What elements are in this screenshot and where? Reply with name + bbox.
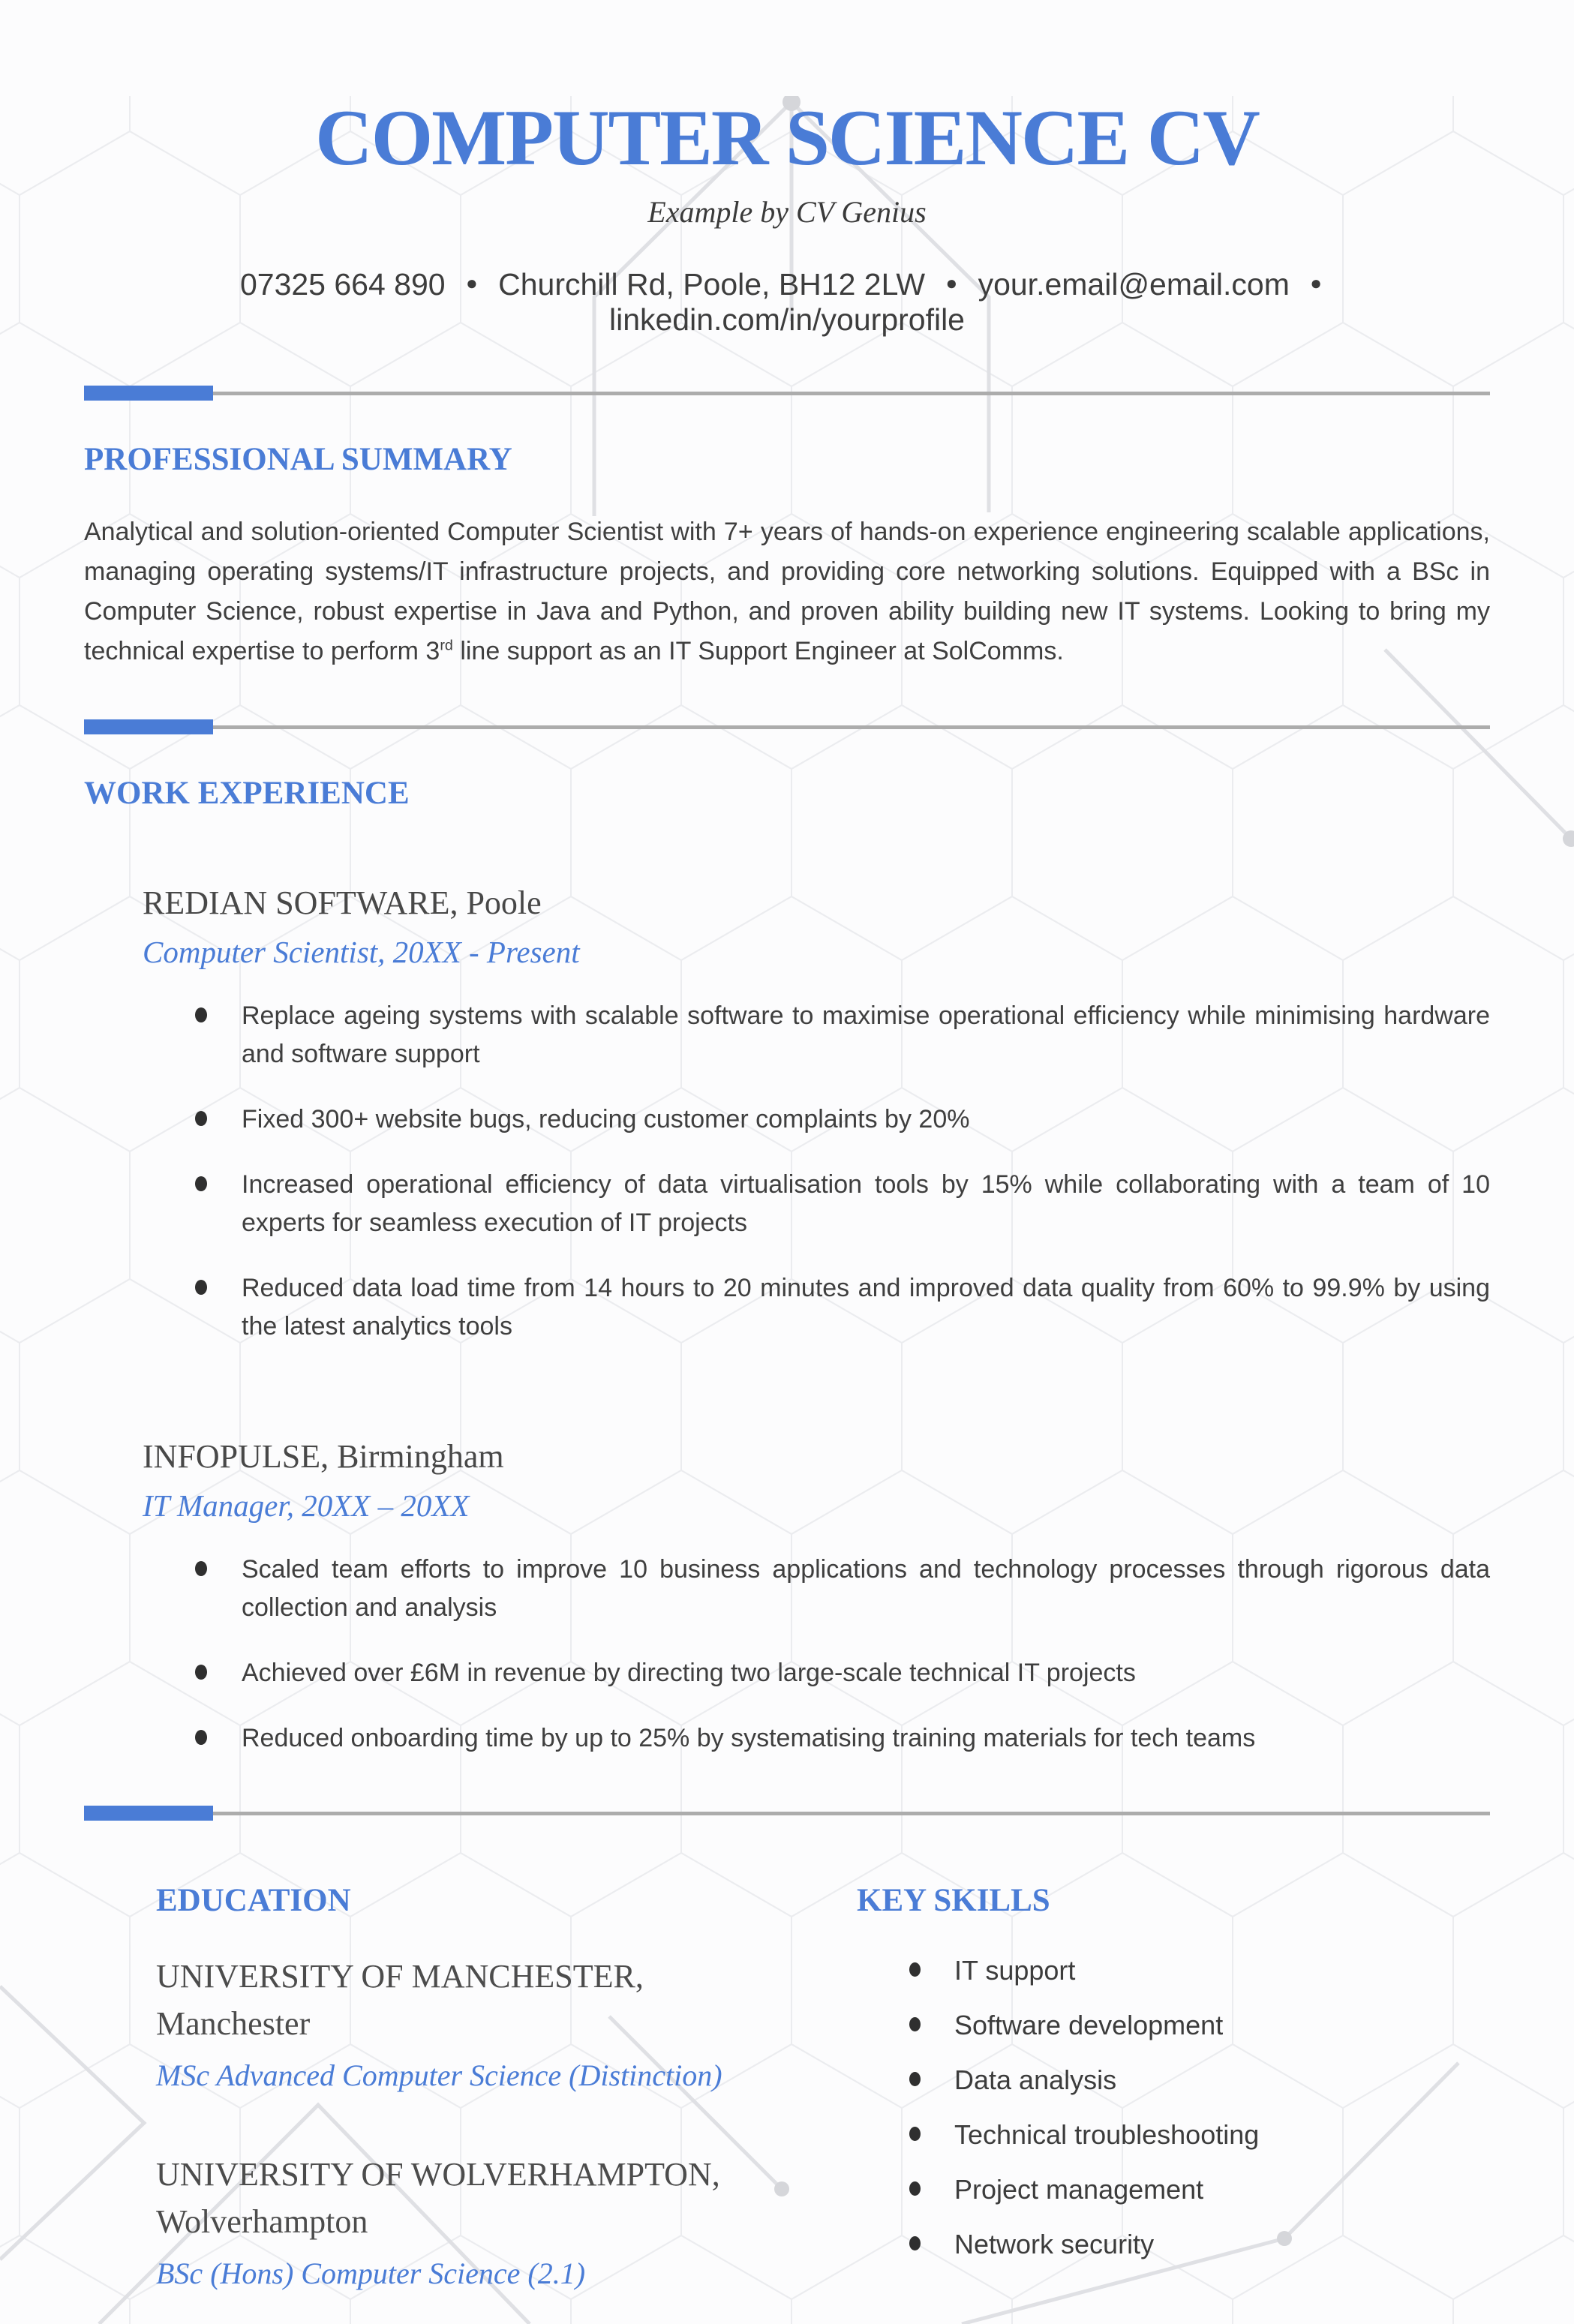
contact-email: your.email@email.com (978, 267, 1290, 302)
job-bullet: Increased operational efficiency of data virtualisation tools by 15% while collaborating with a team of 10 experts for seamless execution of IT projects (242, 1166, 1490, 1242)
section-divider (84, 719, 1490, 734)
contact-line (84, 267, 1490, 338)
skill-item: Project management (954, 2174, 1490, 2205)
key-skills-section (843, 1882, 1490, 2291)
subtitle: Example by CV Genius (647, 195, 927, 230)
divider-accent (84, 719, 213, 734)
skill-item: Data analysis (954, 2064, 1490, 2096)
divider-line (84, 392, 1490, 395)
divider-line (84, 1812, 1490, 1815)
contact-phone: 07325 664 890 (239, 267, 446, 302)
summary-text-part2: line support as an IT Support Engineer at SolComms. (452, 637, 1064, 666)
education-degree: MSc Advanced Computer Science (Distinction) (156, 2058, 722, 2093)
education-entry (156, 2151, 843, 2291)
job-title: IT Manager, 20XX – 20XX (143, 1488, 470, 1524)
job-bullet: Reduced onboarding time by up to 25% by systematising training materials for tech teams (242, 1719, 1490, 1758)
school-name: UNIVERSITY OF MANCHESTER, (156, 1958, 644, 1995)
section-heading-skills: KEY SKILLS (857, 1883, 1050, 1919)
divider-accent (84, 1806, 213, 1821)
section-heading-education: EDUCATION (156, 1883, 351, 1919)
skills-list (857, 1955, 1490, 2260)
job-company: INFOPULSE, Birmingham (143, 1438, 504, 1476)
bullet-separator-icon: ● (465, 271, 478, 294)
divider-line (84, 725, 1490, 729)
section-heading-summary: PROFESSIONAL SUMMARY (84, 442, 512, 478)
education-school (156, 2151, 843, 2245)
summary-superscript: rd (440, 638, 453, 655)
school-city: Manchester (156, 2004, 311, 2042)
bullet-separator-icon: ● (1310, 271, 1323, 294)
job-bullet-list (84, 997, 1490, 1346)
skill-item: IT support (954, 1955, 1490, 1986)
skill-item: Network security (954, 2229, 1490, 2260)
section-divider (84, 386, 1490, 401)
summary-text-part1: Analytical and solution-oriented Computer Scientist with 7+ years of hands-on experience engineering scalable applications, managing operating systems/IT infrastructure projects, and providing core networking solutions. Equipped with a BSc in Computer Science, robust expertise in Java and Python, and proven ability building new IT systems. Looking to bring my technical expertise to perform 3 (84, 518, 1490, 666)
job-bullet: Scaled team efforts to improve 10 business applications and technology processes through rigorous data collection and analysis (242, 1551, 1490, 1627)
job-entry (84, 1437, 1490, 1758)
contact-linkedin: linkedin.com/in/yourprofile (608, 302, 965, 338)
job-bullet: Replace ageing systems with scalable software to maximise operational efficiency while minimising hardware and software support (242, 997, 1490, 1073)
page-title: COMPUTER SCIENCE CV (315, 94, 1259, 182)
skill-item: Technical troubleshooting (954, 2119, 1490, 2151)
bullet-separator-icon: ● (945, 271, 958, 294)
section-heading-work: WORK EXPERIENCE (84, 776, 410, 812)
cv-page (0, 96, 1574, 2324)
job-title: Computer Scientist, 20XX - Present (143, 935, 580, 970)
school-name: UNIVERSITY OF WOLVERHAMPTON, (156, 2156, 720, 2193)
contact-address: Churchill Rd, Poole, BH12 2LW (498, 267, 926, 302)
school-city: Wolverhampton (156, 2202, 368, 2240)
education-entry (156, 1953, 843, 2093)
job-bullet: Achieved over £6M in revenue by directing two large-scale technical IT projects (242, 1654, 1490, 1692)
job-company: REDIAN SOFTWARE, Poole (143, 884, 542, 922)
education-school (156, 1953, 843, 2047)
education-section (84, 1882, 843, 2291)
skill-item: Software development (954, 2010, 1490, 2041)
summary-paragraph (84, 512, 1490, 671)
job-entry (84, 884, 1490, 1346)
work-experience-section (84, 775, 1490, 1758)
job-bullet: Reduced data load time from 14 hours to 20 minutes and improved data quality from 60% to 99.9% by using the latest analytics tools (242, 1269, 1490, 1346)
professional-summary-section (84, 441, 1490, 671)
education-degree: BSc (Hons) Computer Science (2.1) (156, 2256, 586, 2291)
section-divider (84, 1806, 1490, 1821)
divider-accent (84, 386, 213, 401)
bottom-columns (84, 1882, 1490, 2291)
cv-header (84, 96, 1490, 338)
job-bullet-list (84, 1551, 1490, 1758)
job-bullet: Fixed 300+ website bugs, reducing customer complaints by 20% (242, 1100, 1490, 1139)
